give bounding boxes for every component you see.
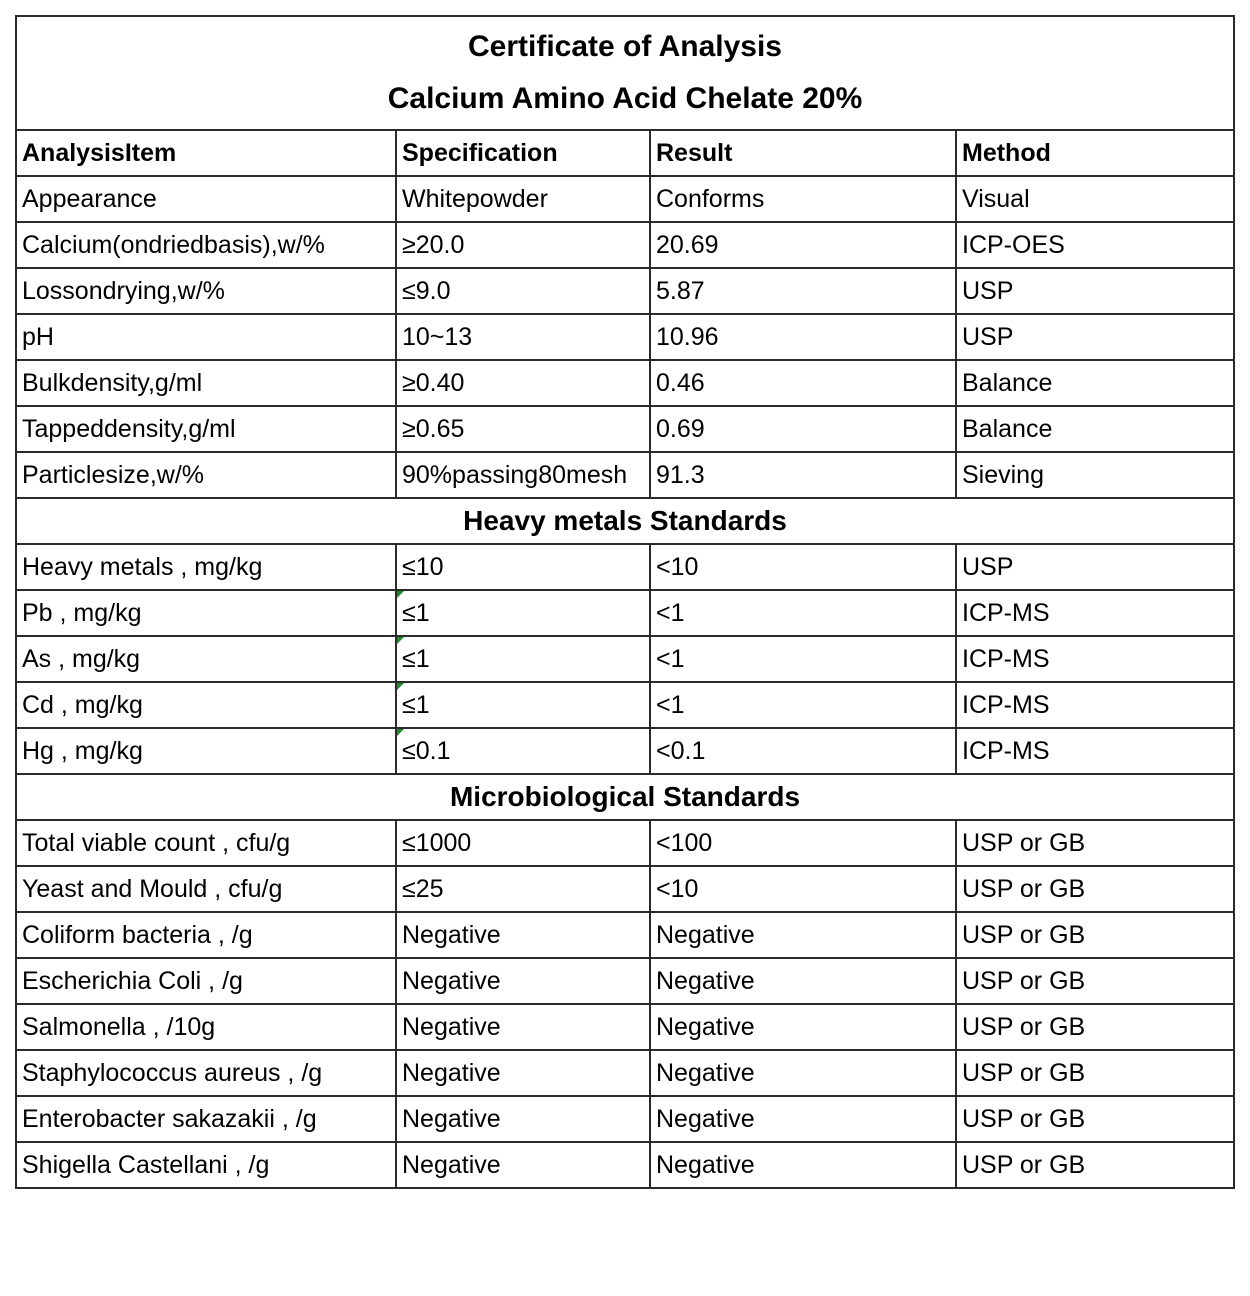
certificate-table [15, 15, 1235, 1189]
result-cell: Negative [650, 1004, 956, 1050]
spec-cell: Negative [396, 1142, 650, 1188]
heavy-metals-heading [16, 498, 1234, 544]
method-cell: USP or GB [956, 1050, 1234, 1096]
spec-cell: ≤10 [396, 544, 650, 590]
table-row [16, 406, 1234, 452]
method-cell: USP [956, 268, 1234, 314]
method-cell: ICP-MS [956, 590, 1234, 636]
spec-cell: Negative [396, 1050, 650, 1096]
result-cell: Negative [650, 958, 956, 1004]
spec-cell: Negative [396, 912, 650, 958]
spec-cell: Negative [396, 1096, 650, 1142]
table-row [16, 958, 1234, 1004]
table-row [16, 820, 1234, 866]
spec-cell: 90%passing80mesh [396, 452, 650, 498]
spec-cell: ≤1 [396, 682, 650, 728]
method-cell: ICP-MS [956, 728, 1234, 774]
table-row [16, 1004, 1234, 1050]
title-row [16, 16, 1234, 130]
spec-cell: ≥0.65 [396, 406, 650, 452]
header-method: Method [956, 130, 1234, 176]
method-cell: Balance [956, 406, 1234, 452]
analysis-item-cell: Tappeddensity,g/ml [16, 406, 396, 452]
method-cell: Balance [956, 360, 1234, 406]
result-cell: 0.69 [650, 406, 956, 452]
title-line-2: Calcium Amino Acid Chelate 20% [387, 82, 863, 115]
method-cell: USP [956, 544, 1234, 590]
result-cell: 91.3 [650, 452, 956, 498]
analysis-item-cell: Total viable count , cfu/g [16, 820, 396, 866]
analysis-item-cell: Cd , mg/kg [16, 682, 396, 728]
spec-cell: ≥20.0 [396, 222, 650, 268]
table-row [16, 728, 1234, 774]
spec-cell: ≥0.40 [396, 360, 650, 406]
analysis-item-cell: Calcium(ondriedbasis),w/% [16, 222, 396, 268]
analysis-item-cell: Bulkdensity,g/ml [16, 360, 396, 406]
heavy-metals-section [16, 544, 1234, 774]
method-cell: ICP-OES [956, 222, 1234, 268]
method-cell: USP or GB [956, 1142, 1234, 1188]
analysis-item-cell: Hg , mg/kg [16, 728, 396, 774]
analysis-item-cell: Heavy metals , mg/kg [16, 544, 396, 590]
spec-cell: ≤1000 [396, 820, 650, 866]
document-title [16, 16, 1234, 130]
method-cell: USP [956, 314, 1234, 360]
table-row [16, 360, 1234, 406]
method-cell: Visual [956, 176, 1234, 222]
analysis-item-cell: Salmonella , /10g [16, 1004, 396, 1050]
microbiological-heading [16, 774, 1234, 820]
table-row [16, 590, 1234, 636]
table-row [16, 176, 1234, 222]
result-cell: <10 [650, 544, 956, 590]
method-cell: USP or GB [956, 958, 1234, 1004]
spec-cell: ≤1 [396, 590, 650, 636]
result-cell: <1 [650, 590, 956, 636]
analysis-item-cell: Particlesize,w/% [16, 452, 396, 498]
table-row [16, 222, 1234, 268]
table-row [16, 268, 1234, 314]
header-analysis-item: AnalysisItem [16, 130, 396, 176]
table-row [16, 1050, 1234, 1096]
spec-cell: ≤0.1 [396, 728, 650, 774]
result-cell: Negative [650, 1142, 956, 1188]
result-cell: <10 [650, 866, 956, 912]
result-cell: 5.87 [650, 268, 956, 314]
method-cell: USP or GB [956, 912, 1234, 958]
analysis-item-cell: Coliform bacteria , /g [16, 912, 396, 958]
method-cell: ICP-MS [956, 682, 1234, 728]
microbiological-title: Microbiological Standards [16, 774, 1234, 820]
analysis-item-cell: Lossondrying,w/% [16, 268, 396, 314]
method-cell: USP or GB [956, 820, 1234, 866]
table-row [16, 1142, 1234, 1188]
table-row [16, 682, 1234, 728]
analysis-item-cell: Staphylococcus aureus , /g [16, 1050, 396, 1096]
table-row [16, 636, 1234, 682]
analysis-item-cell: Shigella Castellani , /g [16, 1142, 396, 1188]
section-row [16, 774, 1234, 820]
table-row [16, 1096, 1234, 1142]
method-cell: USP or GB [956, 1004, 1234, 1050]
result-cell: Negative [650, 1050, 956, 1096]
result-cell: 10.96 [650, 314, 956, 360]
spec-cell: ≤9.0 [396, 268, 650, 314]
result-cell: 0.46 [650, 360, 956, 406]
method-cell: Sieving [956, 452, 1234, 498]
table-row [16, 544, 1234, 590]
result-cell: Conforms [650, 176, 956, 222]
analysis-section [16, 176, 1234, 498]
method-cell: USP or GB [956, 866, 1234, 912]
analysis-item-cell: Appearance [16, 176, 396, 222]
method-cell: ICP-MS [956, 636, 1234, 682]
result-cell: Negative [650, 1096, 956, 1142]
result-cell: Negative [650, 912, 956, 958]
spec-cell: ≤1 [396, 636, 650, 682]
spec-cell: Whitepowder [396, 176, 650, 222]
result-cell: <100 [650, 820, 956, 866]
table-row [16, 452, 1234, 498]
header-row [16, 130, 1234, 176]
spec-cell: Negative [396, 1004, 650, 1050]
table-row [16, 866, 1234, 912]
analysis-item-cell: Enterobacter sakazakii , /g [16, 1096, 396, 1142]
analysis-item-cell: Escherichia Coli , /g [16, 958, 396, 1004]
title-line-1: Certificate of Analysis [468, 30, 782, 63]
method-cell: USP or GB [956, 1096, 1234, 1142]
result-cell: <1 [650, 682, 956, 728]
analysis-item-cell: As , mg/kg [16, 636, 396, 682]
table-row [16, 912, 1234, 958]
heavy-metals-title: Heavy metals Standards [16, 498, 1234, 544]
table-row [16, 314, 1234, 360]
spec-cell: ≤25 [396, 866, 650, 912]
analysis-item-cell: Pb , mg/kg [16, 590, 396, 636]
spec-cell: 10~13 [396, 314, 650, 360]
section-row [16, 498, 1234, 544]
header-specification: Specification [396, 130, 650, 176]
result-cell: 20.69 [650, 222, 956, 268]
result-cell: <0.1 [650, 728, 956, 774]
microbiological-section [16, 820, 1234, 1188]
header-result: Result [650, 130, 956, 176]
spec-cell: Negative [396, 958, 650, 1004]
analysis-item-cell: pH [16, 314, 396, 360]
result-cell: <1 [650, 636, 956, 682]
analysis-item-cell: Yeast and Mould , cfu/g [16, 866, 396, 912]
